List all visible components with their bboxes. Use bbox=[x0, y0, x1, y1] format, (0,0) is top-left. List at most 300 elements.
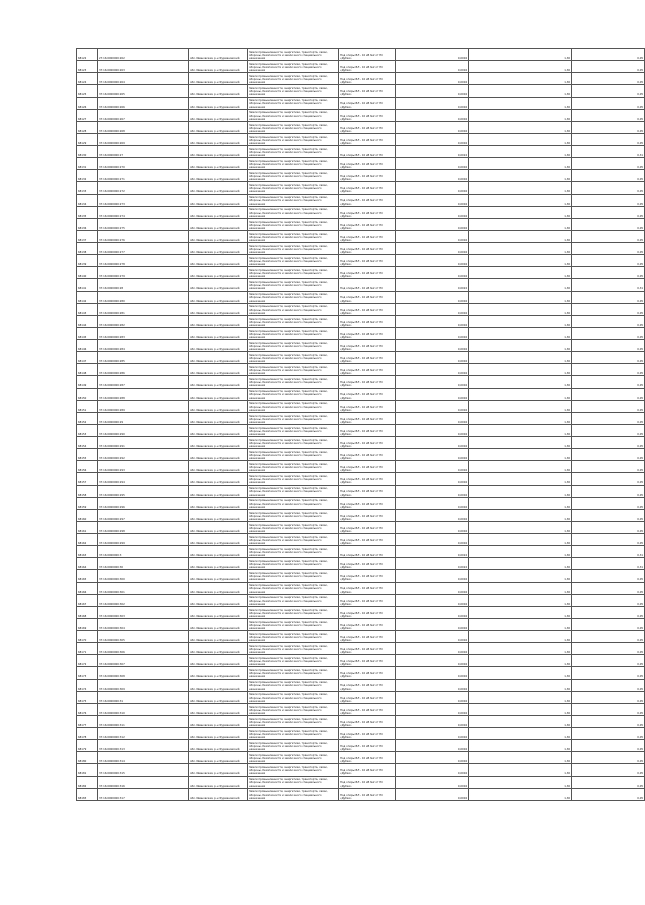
tax-amount-cell: 0,05 bbox=[572, 170, 645, 182]
area-value-cell: 0,0004 bbox=[396, 655, 469, 667]
row-id-cell: 68176 bbox=[77, 703, 98, 715]
land-category-cell: Земли промышленности, энергетики, транспорта, связи, обороны, безопасности и земли иного специального назначения bbox=[248, 461, 339, 473]
land-category-cell: Земли промышленности, энергетики, транспорта, связи, обороны, безопасности и земли иного специального назначения bbox=[248, 376, 339, 388]
row-id-cell: 68161 bbox=[77, 521, 98, 533]
tax-rate-cell: 1,30 bbox=[469, 631, 572, 643]
table-row bbox=[77, 594, 645, 606]
cadastral-number-cell: 37:16:0000000:263 bbox=[98, 61, 189, 73]
table-row bbox=[77, 655, 645, 667]
area-value-cell: 0,0004 bbox=[396, 121, 469, 133]
location-cell: обл. Ивановская, р-н Фурмановский bbox=[189, 267, 248, 279]
cadastral-number-cell: 37:16:0000000:288 bbox=[98, 388, 189, 400]
area-value-cell: 0,0004 bbox=[396, 776, 469, 788]
tax-amount-cell: 0,05 bbox=[572, 182, 645, 194]
location-cell: обл. Ивановская, р-н Фурмановский bbox=[189, 449, 248, 461]
location-cell: обл. Ивановская, р-н Фурмановский bbox=[189, 182, 248, 194]
row-id-cell: 68148 bbox=[77, 364, 98, 376]
row-id-cell: 68128 bbox=[77, 121, 98, 133]
land-category-cell: Земли промышленности, энергетики, транспорта, связи, обороны, безопасности и земли иного специального назначения bbox=[248, 315, 339, 327]
table-row bbox=[77, 752, 645, 764]
permitted-use-cell: Под опоры ВЛ - 10 кВ №2 от ПС «Дубки» bbox=[339, 364, 396, 376]
table-row bbox=[77, 618, 645, 630]
land-category-cell: Земли промышленности, энергетики, транспорта, связи, обороны, безопасности и земли иного специального назначения bbox=[248, 146, 339, 158]
tax-amount-cell: 0,31 bbox=[572, 146, 645, 158]
land-category-cell: Земли промышленности, энергетики, транспорта, связи, обороны, безопасности и земли иного специального назначения bbox=[248, 255, 339, 267]
table-row bbox=[77, 146, 645, 158]
cadastral-number-cell: 37:16:0000000:313 bbox=[98, 740, 189, 752]
cadastral-number-cell: 37:16:0000000:266 bbox=[98, 97, 189, 109]
land-category-cell: Земли промышленности, энергетики, транспорта, связи, обороны, безопасности и земли иного специального назначения bbox=[248, 364, 339, 376]
tax-rate-cell: 1,30 bbox=[469, 667, 572, 679]
tax-rate-cell: 1,30 bbox=[469, 412, 572, 424]
land-category-cell: Земли промышленности, энергетики, транспорта, связи, обороны, безопасности и земли иного специального назначения bbox=[248, 546, 339, 558]
land-category-cell: Земли промышленности, энергетики, транспорта, связи, обороны, безопасности и земли иного специального назначения bbox=[248, 594, 339, 606]
area-value-cell: 0,0004 bbox=[396, 449, 469, 461]
land-category-cell: Земли промышленности, энергетики, транспорта, связи, обороны, безопасности и земли иного специального назначения bbox=[248, 752, 339, 764]
land-category-cell: Земли промышленности, энергетики, транспорта, связи, обороны, безопасности и земли иного специального назначения bbox=[248, 194, 339, 206]
permitted-use-cell: Под опоры ВЛ - 10 кВ №2 от ПС «Дубки» bbox=[339, 679, 396, 691]
cadastral-number-cell: 37:16:0000000:281 bbox=[98, 303, 189, 315]
area-value-cell: 0,0004 bbox=[396, 534, 469, 546]
cadastral-number-cell: 37:16:0000000:312 bbox=[98, 728, 189, 740]
location-cell: обл. Ивановская, р-н Фурмановский bbox=[189, 691, 248, 703]
area-value-cell: 0,0004 bbox=[396, 521, 469, 533]
permitted-use-cell: Под опоры ВЛ - 10 кВ №2 от ПС «Дубки» bbox=[339, 558, 396, 570]
area-value-cell: 0,0004 bbox=[396, 473, 469, 485]
tax-rate-cell: 1,30 bbox=[469, 218, 572, 230]
row-id-cell: 68154 bbox=[77, 437, 98, 449]
table-row bbox=[77, 764, 645, 776]
tax-rate-cell: 1,30 bbox=[469, 788, 572, 800]
cadastral-number-cell: 37:16:0000000:29 bbox=[98, 412, 189, 424]
tax-rate-cell: 1,30 bbox=[469, 752, 572, 764]
table-body bbox=[77, 49, 645, 801]
land-category-cell: Земли промышленности, энергетики, транспорта, связи, обороны, безопасности и земли иного специального назначения bbox=[248, 582, 339, 594]
permitted-use-cell: Под опоры ВЛ - 10 кВ №2 от ПС «Дубки» bbox=[339, 412, 396, 424]
tax-amount-cell: 0,05 bbox=[572, 73, 645, 85]
row-id-cell: 68129 bbox=[77, 133, 98, 145]
location-cell: обл. Ивановская, р-н Фурмановский bbox=[189, 703, 248, 715]
row-id-cell: 68141 bbox=[77, 279, 98, 291]
cadastral-number-cell: 37:16:0000000:277 bbox=[98, 243, 189, 255]
table-row bbox=[77, 776, 645, 788]
row-id-cell: 68140 bbox=[77, 267, 98, 279]
land-category-cell: Земли промышленности, энергетики, транспорта, связи, обороны, безопасности и земли иного специального назначения bbox=[248, 424, 339, 436]
location-cell: обл. Ивановская, р-н Фурмановский bbox=[189, 606, 248, 618]
table-row bbox=[77, 73, 645, 85]
location-cell: обл. Ивановская, р-н Фурмановский bbox=[189, 279, 248, 291]
row-id-cell: 68166 bbox=[77, 582, 98, 594]
area-value-cell: 0,0004 bbox=[396, 61, 469, 73]
tax-rate-cell: 1,30 bbox=[469, 376, 572, 388]
table-row bbox=[77, 703, 645, 715]
table-row bbox=[77, 449, 645, 461]
table-row bbox=[77, 558, 645, 570]
land-category-cell: Земли промышленности, энергетики, транспорта, связи, обороны, безопасности и земли иного специального назначения bbox=[248, 558, 339, 570]
table-row bbox=[77, 85, 645, 97]
cadastral-number-cell: 37:16:0000000:290 bbox=[98, 424, 189, 436]
permitted-use-cell: Под опоры ВЛ - 10 кВ №2 от ПС «Дубки» bbox=[339, 73, 396, 85]
table-row bbox=[77, 582, 645, 594]
permitted-use-cell: Под опоры ВЛ - 10 кВ №2 от ПС «Дубки» bbox=[339, 521, 396, 533]
permitted-use-cell: Под опоры ВЛ - 10 кВ №2 от ПС «Дубки» bbox=[339, 218, 396, 230]
land-category-cell: Земли промышленности, энергетики, транспорта, связи, обороны, безопасности и земли иного специального назначения bbox=[248, 691, 339, 703]
cadastral-number-cell: 37:16:0000000:28 bbox=[98, 279, 189, 291]
row-id-cell: 68151 bbox=[77, 400, 98, 412]
row-id-cell: 68152 bbox=[77, 412, 98, 424]
cadastral-number-cell: 37:16:0000000:300 bbox=[98, 570, 189, 582]
table-row bbox=[77, 352, 645, 364]
permitted-use-cell: Под опоры ВЛ - 10 кВ №2 от ПС «Дубки» bbox=[339, 776, 396, 788]
table-row bbox=[77, 364, 645, 376]
row-id-cell: 68170 bbox=[77, 631, 98, 643]
tax-amount-cell: 0,05 bbox=[572, 291, 645, 303]
land-category-cell: Земли промышленности, энергетики, транспорта, связи, обороны, безопасности и земли иного специального назначения bbox=[248, 655, 339, 667]
table-row bbox=[77, 315, 645, 327]
cadastral-number-cell: 37:16:0000000:269 bbox=[98, 133, 189, 145]
table-row bbox=[77, 218, 645, 230]
permitted-use-cell: Под опоры ВЛ - 10 кВ №2 от ПС «Дубки» bbox=[339, 315, 396, 327]
tax-rate-cell: 1,30 bbox=[469, 146, 572, 158]
area-value-cell: 0,0024 bbox=[396, 558, 469, 570]
area-value-cell: 0,0004 bbox=[396, 158, 469, 170]
cadastral-number-cell: 37:16:0000000:265 bbox=[98, 85, 189, 97]
tax-rate-cell: 1,30 bbox=[469, 473, 572, 485]
location-cell: обл. Ивановская, р-н Фурмановский bbox=[189, 85, 248, 97]
cadastral-number-cell: 37:16:0000000:299 bbox=[98, 534, 189, 546]
tax-rate-cell: 1,30 bbox=[469, 364, 572, 376]
tax-amount-cell: 0,31 bbox=[572, 558, 645, 570]
cadastral-number-cell: 37:16:0000000:284 bbox=[98, 340, 189, 352]
cadastral-number-cell: 37:16:0000000:264 bbox=[98, 73, 189, 85]
location-cell: обл. Ивановская, р-н Фурмановский bbox=[189, 61, 248, 73]
tax-rate-cell: 1,30 bbox=[469, 206, 572, 218]
land-category-cell: Земли промышленности, энергетики, транспорта, связи, обороны, безопасности и земли иного специального назначения bbox=[248, 788, 339, 800]
table-row bbox=[77, 606, 645, 618]
tax-rate-cell: 1,30 bbox=[469, 170, 572, 182]
tax-rate-cell: 1,30 bbox=[469, 352, 572, 364]
tax-amount-cell: 0,05 bbox=[572, 97, 645, 109]
table-row bbox=[77, 497, 645, 509]
permitted-use-cell: Под опоры ВЛ - 10 кВ №2 от ПС «Дубки» bbox=[339, 497, 396, 509]
location-cell: обл. Ивановская, р-н Фурмановский bbox=[189, 424, 248, 436]
land-category-cell: Земли промышленности, энергетики, транспорта, связи, обороны, безопасности и земли иного специального назначения bbox=[248, 776, 339, 788]
row-id-cell: 68146 bbox=[77, 340, 98, 352]
area-value-cell: 0,0004 bbox=[396, 703, 469, 715]
area-value-cell: 0,0004 bbox=[396, 364, 469, 376]
area-value-cell: 0,0004 bbox=[396, 691, 469, 703]
land-category-cell: Земли промышленности, энергетики, транспорта, связи, обороны, безопасности и земли иного специального назначения bbox=[248, 206, 339, 218]
tax-amount-cell: 0,05 bbox=[572, 315, 645, 327]
tax-amount-cell: 0,05 bbox=[572, 243, 645, 255]
land-category-cell: Земли промышленности, энергетики, транспорта, связи, обороны, безопасности и земли иного специального назначения bbox=[248, 400, 339, 412]
tax-amount-cell: 0,05 bbox=[572, 85, 645, 97]
table-row bbox=[77, 170, 645, 182]
area-value-cell: 0,0004 bbox=[396, 291, 469, 303]
row-id-cell: 68131 bbox=[77, 158, 98, 170]
tax-amount-cell: 0,05 bbox=[572, 788, 645, 800]
table-row bbox=[77, 255, 645, 267]
table-row bbox=[77, 643, 645, 655]
permitted-use-cell: Под опоры ВЛ - 10 кВ №2 от ПС «Дубки» bbox=[339, 643, 396, 655]
table-row bbox=[77, 485, 645, 497]
area-value-cell: 0,0004 bbox=[396, 740, 469, 752]
tax-rate-cell: 1,30 bbox=[469, 49, 572, 61]
cadastral-number-cell: 37:16:0000000:275 bbox=[98, 218, 189, 230]
location-cell: обл. Ивановская, р-н Фурмановский bbox=[189, 667, 248, 679]
permitted-use-cell: Под опоры ВЛ - 10 кВ №2 от ПС «Дубки» bbox=[339, 509, 396, 521]
tax-amount-cell: 0,05 bbox=[572, 703, 645, 715]
row-id-cell: 68134 bbox=[77, 194, 98, 206]
table-row bbox=[77, 109, 645, 121]
location-cell: обл. Ивановская, р-н Фурмановский bbox=[189, 740, 248, 752]
cadastral-number-cell: 37:16:0000000:310 bbox=[98, 703, 189, 715]
area-value-cell: 0,0004 bbox=[396, 133, 469, 145]
permitted-use-cell: Под опоры ВЛ - 10 кВ №2 от ПС «Дубки» bbox=[339, 49, 396, 61]
tax-amount-cell: 0,05 bbox=[572, 534, 645, 546]
permitted-use-cell: Под опоры ВЛ - 10 кВ №2 от ПС «Дубки» bbox=[339, 655, 396, 667]
land-category-cell: Земли промышленности, энергетики, транспорта, связи, обороны, безопасности и земли иного специального назначения bbox=[248, 667, 339, 679]
table-row bbox=[77, 509, 645, 521]
table-row bbox=[77, 424, 645, 436]
cadastral-number-cell: 37:16:0000000:311 bbox=[98, 715, 189, 727]
land-category-cell: Земли промышленности, энергетики, транспорта, связи, обороны, безопасности и земли иного специального назначения bbox=[248, 303, 339, 315]
tax-amount-cell: 0,05 bbox=[572, 461, 645, 473]
area-value-cell: 0,0004 bbox=[396, 643, 469, 655]
permitted-use-cell: Под опоры ВЛ - 10 кВ №2 от ПС «Дубки» bbox=[339, 133, 396, 145]
permitted-use-cell: Под опоры ВЛ - 10 кВ №2 от ПС «Дубки» bbox=[339, 400, 396, 412]
tax-rate-cell: 1,30 bbox=[469, 497, 572, 509]
cadastral-number-cell: 37:16:0000000:286 bbox=[98, 364, 189, 376]
tax-amount-cell: 0,05 bbox=[572, 606, 645, 618]
permitted-use-cell: Под опоры ВЛ - 10 кВ №2 от ПС «Дубки» bbox=[339, 61, 396, 73]
location-cell: обл. Ивановская, р-н Фурмановский bbox=[189, 49, 248, 61]
area-value-cell: 0,0004 bbox=[396, 606, 469, 618]
tax-rate-cell: 1,30 bbox=[469, 303, 572, 315]
cadastral-number-cell: 37:16:0000000:272 bbox=[98, 182, 189, 194]
permitted-use-cell: Под опоры ВЛ - 10 кВ №2 от ПС «Дубки» bbox=[339, 606, 396, 618]
land-category-cell: Земли промышленности, энергетики, транспорта, связи, обороны, безопасности и земли иного специального назначения bbox=[248, 534, 339, 546]
tax-rate-cell: 1,30 bbox=[469, 315, 572, 327]
tax-rate-cell: 1,30 bbox=[469, 424, 572, 436]
tax-amount-cell: 0,05 bbox=[572, 715, 645, 727]
area-value-cell: 0,0004 bbox=[396, 255, 469, 267]
tax-rate-cell: 1,30 bbox=[469, 73, 572, 85]
tax-amount-cell: 0,05 bbox=[572, 400, 645, 412]
land-category-cell: Земли промышленности, энергетики, транспорта, связи, обороны, безопасности и земли иного специального назначения bbox=[248, 340, 339, 352]
tax-rate-cell: 1,30 bbox=[469, 158, 572, 170]
permitted-use-cell: Под опоры ВЛ - 10 кВ №2 от ПС «Дубки» bbox=[339, 97, 396, 109]
row-id-cell: 68175 bbox=[77, 691, 98, 703]
land-category-cell: Земли промышленности, энергетики, транспорта, связи, обороны, безопасности и земли иного специального назначения bbox=[248, 703, 339, 715]
area-value-cell: 0,0004 bbox=[396, 352, 469, 364]
area-value-cell: 0,0004 bbox=[396, 752, 469, 764]
tax-amount-cell: 0,05 bbox=[572, 230, 645, 242]
location-cell: обл. Ивановская, р-н Фурмановский bbox=[189, 73, 248, 85]
tax-rate-cell: 1,30 bbox=[469, 655, 572, 667]
cadastral-number-cell: 37:16:0000000:285 bbox=[98, 352, 189, 364]
tax-rate-cell: 1,30 bbox=[469, 121, 572, 133]
row-id-cell: 68132 bbox=[77, 170, 98, 182]
tax-amount-cell: 0,05 bbox=[572, 509, 645, 521]
location-cell: обл. Ивановская, р-н Фурмановский bbox=[189, 158, 248, 170]
area-value-cell: 0,0004 bbox=[396, 715, 469, 727]
row-id-cell: 68169 bbox=[77, 618, 98, 630]
row-id-cell: 68135 bbox=[77, 206, 98, 218]
land-category-cell: Земли промышленности, энергетики, транспорта, связи, обороны, безопасности и земли иного специального назначения bbox=[248, 352, 339, 364]
cadastral-number-cell: 37:16:0000000:279 bbox=[98, 267, 189, 279]
tax-amount-cell: 0,05 bbox=[572, 194, 645, 206]
tax-amount-cell: 0,05 bbox=[572, 424, 645, 436]
location-cell: обл. Ивановская, р-н Фурмановский bbox=[189, 352, 248, 364]
table-row bbox=[77, 158, 645, 170]
row-id-cell: 68144 bbox=[77, 315, 98, 327]
tax-amount-cell: 0,05 bbox=[572, 352, 645, 364]
permitted-use-cell: Под опоры ВЛ - 10 кВ №2 от ПС «Дубки» bbox=[339, 667, 396, 679]
row-id-cell: 68156 bbox=[77, 461, 98, 473]
row-id-cell: 68177 bbox=[77, 715, 98, 727]
table-row bbox=[77, 121, 645, 133]
location-cell: обл. Ивановская, р-н Фурмановский bbox=[189, 582, 248, 594]
cadastral-number-cell: 37:16:0000000:291 bbox=[98, 437, 189, 449]
table-row bbox=[77, 182, 645, 194]
tax-amount-cell: 0,05 bbox=[572, 61, 645, 73]
tax-amount-cell: 0,05 bbox=[572, 49, 645, 61]
permitted-use-cell: Под опоры ВЛ - 10 кВ №2 от ПС «Дубки» bbox=[339, 788, 396, 800]
row-id-cell: 68167 bbox=[77, 594, 98, 606]
tax-amount-cell: 0,05 bbox=[572, 570, 645, 582]
cadastral-number-cell: 37:16:0000000:267 bbox=[98, 109, 189, 121]
table-row bbox=[77, 521, 645, 533]
cadastral-number-cell: 37:16:0000000:27 bbox=[98, 146, 189, 158]
tax-rate-cell: 1,30 bbox=[469, 255, 572, 267]
tax-amount-cell: 0,05 bbox=[572, 776, 645, 788]
location-cell: обл. Ивановская, р-н Фурмановский bbox=[189, 243, 248, 255]
permitted-use-cell: Под опоры ВЛ - 10 кВ №2 от ПС bbox=[339, 546, 396, 558]
land-category-cell: Земли промышленности, энергетики, транспорта, связи, обороны, безопасности и земли иного специального назначения bbox=[248, 473, 339, 485]
area-value-cell: 0,0004 bbox=[396, 376, 469, 388]
cadastral-number-cell: 37:16:0000000:315 bbox=[98, 764, 189, 776]
tax-rate-cell: 1,30 bbox=[469, 327, 572, 339]
land-category-cell: Земли промышленности, энергетики, транспорта, связи, обороны, безопасности и земли иного специального назначения bbox=[248, 109, 339, 121]
location-cell: обл. Ивановская, р-н Фурмановский bbox=[189, 509, 248, 521]
tax-rate-cell: 1,30 bbox=[469, 109, 572, 121]
location-cell: обл. Ивановская, р-н Фурмановский bbox=[189, 764, 248, 776]
location-cell: обл. Ивановская, р-н Фурмановский bbox=[189, 412, 248, 424]
area-value-cell: 0,0004 bbox=[396, 728, 469, 740]
row-id-cell: 68142 bbox=[77, 291, 98, 303]
location-cell: обл. Ивановская, р-н Фурмановский bbox=[189, 194, 248, 206]
row-id-cell: 68137 bbox=[77, 230, 98, 242]
land-category-cell: Земли промышленности, энергетики, транспорта, связи, обороны, безопасности и земли иного специального назначения bbox=[248, 121, 339, 133]
land-category-cell: Земли промышленности, энергетики, транспорта, связи, обороны, безопасности и земли иного специального назначения bbox=[248, 618, 339, 630]
location-cell: обл. Ивановская, р-н Фурмановский bbox=[189, 558, 248, 570]
tax-rate-cell: 1,30 bbox=[469, 133, 572, 145]
cadastral-number-cell: 37:16:0000000:278 bbox=[98, 255, 189, 267]
tax-amount-cell: 0,05 bbox=[572, 594, 645, 606]
land-category-cell: Земли промышленности, энергетики, транспорта, связи, обороны, безопасности и земли иного специального назначения bbox=[248, 73, 339, 85]
land-category-cell: Земли промышленности, энергетики, транспорта, связи, обороны, безопасности и земли иного специального назначения bbox=[248, 291, 339, 303]
row-id-cell: 68123 bbox=[77, 61, 98, 73]
cadastral-number-cell: 37:16:0000000:294 bbox=[98, 473, 189, 485]
cadastral-number-cell: 37:16:0000000:308 bbox=[98, 667, 189, 679]
row-id-cell: 68157 bbox=[77, 473, 98, 485]
tax-amount-cell: 0,05 bbox=[572, 340, 645, 352]
land-category-cell: Земли промышленности, энергетики, транспорта, связи, обороны, безопасности и земли иного специального назначения bbox=[248, 740, 339, 752]
permitted-use-cell: Под опоры ВЛ - 10 кВ №2 от ПС «Дубки» bbox=[339, 303, 396, 315]
table-row bbox=[77, 230, 645, 242]
location-cell: обл. Ивановская, р-н Фурмановский bbox=[189, 618, 248, 630]
land-category-cell: Земли промышленности, энергетики, транспорта, связи, обороны, безопасности и земли иного специального назначения bbox=[248, 606, 339, 618]
tax-rate-cell: 1,30 bbox=[469, 461, 572, 473]
row-id-cell: 68138 bbox=[77, 243, 98, 255]
cadastral-number-cell: 37:16:0000000:31 bbox=[98, 691, 189, 703]
land-category-cell: Земли промышленности, энергетики, транспорта, связи, обороны, безопасности и земли иного специального назначения bbox=[248, 327, 339, 339]
area-value-cell: 0,0004 bbox=[396, 49, 469, 61]
row-id-cell: 68136 bbox=[77, 218, 98, 230]
tax-rate-cell: 1,30 bbox=[469, 740, 572, 752]
location-cell: обл. Ивановская, р-н Фурмановский bbox=[189, 376, 248, 388]
cadastral-number-cell: 37:16:0000000:271 bbox=[98, 170, 189, 182]
permitted-use-cell: Под опоры ВЛ - 10 кВ №2 от ПС «Дубки» bbox=[339, 764, 396, 776]
location-cell: обл. Ивановская, р-н Фурмановский bbox=[189, 461, 248, 473]
row-id-cell: 68124 bbox=[77, 73, 98, 85]
cadastral-number-cell: 37:16:0000000:296 bbox=[98, 497, 189, 509]
land-tax-table bbox=[76, 48, 645, 801]
land-category-cell: Земли промышленности, энергетики, транспорта, связи, обороны, безопасности и земли иного специального назначения bbox=[248, 133, 339, 145]
land-category-cell: Земли промышленности, энергетики, транспорта, связи, обороны, безопасности и земли иного специального назначения bbox=[248, 61, 339, 73]
land-category-cell: Земли промышленности, энергетики, транспорта, связи, обороны, безопасности и земли иного специального назначения bbox=[248, 230, 339, 242]
location-cell: обл. Ивановская, р-н Фурмановский bbox=[189, 327, 248, 339]
tax-rate-cell: 1,30 bbox=[469, 230, 572, 242]
area-value-cell: 0,0004 bbox=[396, 570, 469, 582]
permitted-use-cell: Под опоры ВЛ - 10 кВ №2 от ПС «Дубки» bbox=[339, 85, 396, 97]
table-row bbox=[77, 728, 645, 740]
table-row bbox=[77, 667, 645, 679]
tax-amount-cell: 0,05 bbox=[572, 327, 645, 339]
permitted-use-cell: Под опоры ВЛ - 10 кВ №2 от ПС «Дубки» bbox=[339, 109, 396, 121]
cadastral-number-cell: 37:16:0000000:317 bbox=[98, 788, 189, 800]
tax-amount-cell: 0,05 bbox=[572, 376, 645, 388]
area-value-cell: 0,0004 bbox=[396, 679, 469, 691]
land-category-cell: Земли промышленности, энергетики, транспорта, связи, обороны, безопасности и земли иного специального назначения bbox=[248, 267, 339, 279]
permitted-use-cell: Под опоры ВЛ - 10 кВ №2 от ПС «Дубки» bbox=[339, 461, 396, 473]
tax-amount-cell: 0,31 bbox=[572, 279, 645, 291]
location-cell: обл. Ивановская, р-н Фурмановский bbox=[189, 146, 248, 158]
area-value-cell: 0,0004 bbox=[396, 764, 469, 776]
row-id-cell: 68155 bbox=[77, 449, 98, 461]
cadastral-number-cell: 37:16:0000000:3 bbox=[98, 546, 189, 558]
tax-rate-cell: 1,30 bbox=[469, 182, 572, 194]
row-id-cell: 68143 bbox=[77, 303, 98, 315]
row-id-cell: 68149 bbox=[77, 376, 98, 388]
table-row bbox=[77, 133, 645, 145]
location-cell: обл. Ивановская, р-н Фурмановский bbox=[189, 121, 248, 133]
permitted-use-cell: Под опоры ВЛ - 10 кВ №2 от ПС «Дубки» bbox=[339, 194, 396, 206]
land-category-cell: Земли промышленности, энергетики, транспорта, связи, обороны, безопасности и земли иного специального назначения bbox=[248, 412, 339, 424]
location-cell: обл. Ивановская, р-н Фурмановский bbox=[189, 364, 248, 376]
table-row bbox=[77, 194, 645, 206]
table-row bbox=[77, 473, 645, 485]
tax-amount-cell: 0,05 bbox=[572, 364, 645, 376]
tax-rate-cell: 1,30 bbox=[469, 194, 572, 206]
tax-rate-cell: 1,30 bbox=[469, 400, 572, 412]
area-value-cell: 0,0004 bbox=[396, 315, 469, 327]
land-category-cell: Земли промышленности, энергетики, транспорта, связи, обороны, безопасности и земли иного специального назначения bbox=[248, 509, 339, 521]
area-value-cell: 0,0004 bbox=[396, 97, 469, 109]
permitted-use-cell: Под опоры ВЛ - 10 кВ №2 от ПС «Дубки» bbox=[339, 206, 396, 218]
tax-rate-cell: 1,30 bbox=[469, 485, 572, 497]
